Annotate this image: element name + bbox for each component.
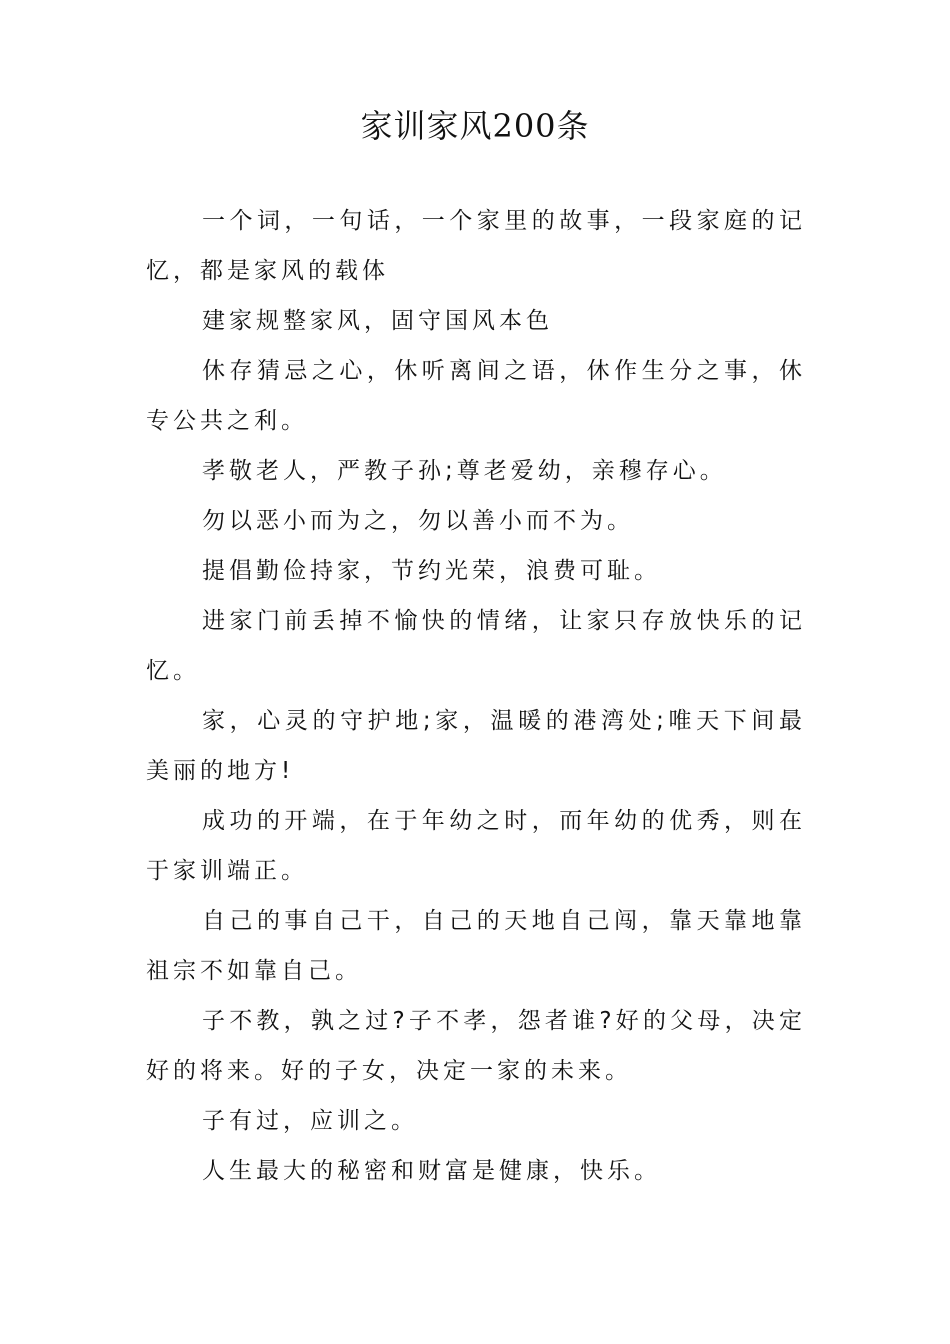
document-title: 家训家风200条 (360, 107, 590, 145)
paragraph: 进家门前丢掉不愉快的情绪，让家只存放快乐的记忆。 (146, 608, 806, 684)
paragraph: 成功的开端，在于年幼之时，而年幼的优秀，则在于家训端正。 (146, 808, 806, 884)
paragraph: 提倡勤俭持家，节约光荣，浪费可耻。 (202, 558, 661, 584)
paragraph: 孝敬老人，严教子孙;尊老爱幼，亲穆存心。 (202, 458, 727, 484)
paragraph: 勿以恶小而为之，勿以善小而不为。 (202, 508, 634, 534)
paragraph: 自己的事自己干，自己的天地自己闯，靠天靠地靠祖宗不如靠自己。 (146, 908, 806, 984)
paragraph: 一个词，一句话，一个家里的故事，一段家庭的记忆，都是家风的载体 (146, 208, 806, 284)
document-body (146, 196, 806, 1196)
paragraph: 子不教，孰之过?子不孝，怨者谁?好的父母，决定好的将来。好的子女，决定一家的未来。 (146, 1008, 806, 1084)
paragraph: 建家规整家风，固守国风本色 (202, 308, 553, 334)
paragraph: 子有过，应训之。 (202, 1108, 418, 1134)
paragraph: 家，心灵的守护地;家，温暖的港湾处;唯天下间最美丽的地方! (146, 708, 806, 784)
paragraph: 人生最大的秘密和财富是健康，快乐。 (202, 1158, 661, 1184)
paragraph: 休存猜忌之心，休听离间之语，休作生分之事，休专公共之利。 (146, 358, 806, 434)
